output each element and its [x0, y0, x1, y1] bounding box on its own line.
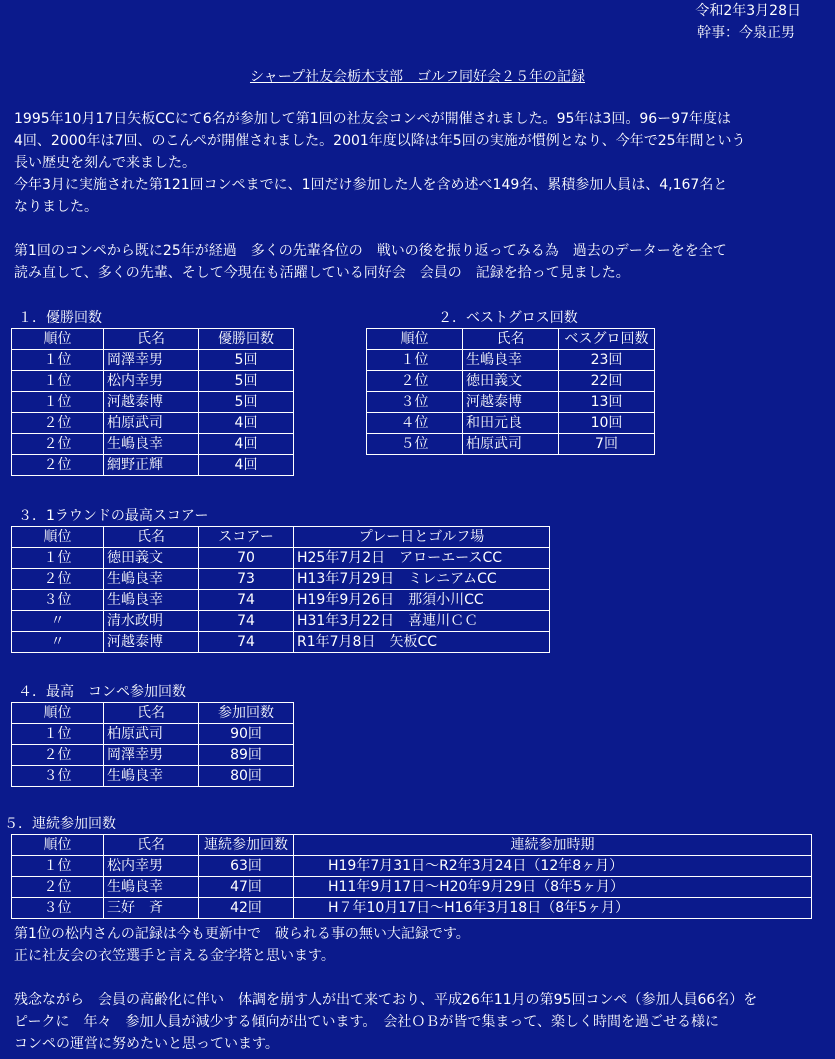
table-row [12, 877, 812, 898]
rank-cell: １位 [12, 548, 104, 569]
count-cell: 22回 [559, 371, 655, 392]
table-row [12, 392, 294, 413]
count-cell: 47回 [199, 877, 294, 898]
period-cell: H７年10月17日～H16年3月18日（8年5ヶ月） [294, 898, 812, 919]
best-score-table [11, 526, 550, 653]
closing-line: 残念ながら 会員の高齢化に伴い 体調を崩す人が出て来ており、平成26年11月の第95回コンペ（参加人員66名）を [14, 992, 758, 1008]
date-course-cell: H31年3月22日 喜連川ＣＣ [294, 611, 550, 632]
name-cell: 清水政明 [104, 611, 199, 632]
column-header: プレー日とゴルフ場 [294, 527, 550, 548]
intro-paragraph-2 [14, 240, 824, 284]
score-cell: 74 [199, 632, 294, 653]
table-row [12, 590, 550, 611]
column-header: 氏名 [104, 703, 199, 724]
name-cell: 柏原武司 [463, 434, 559, 455]
name-cell: 生嶋良幸 [463, 350, 559, 371]
column-header: 順位 [12, 329, 104, 350]
rank-cell: ３位 [12, 590, 104, 611]
period-cell: H11年9月17日～H20年9月29日（8年5ヶ月） [294, 877, 812, 898]
intro-line: 長い歴史を刻んで来ました。 [14, 155, 196, 171]
column-header: 参加回数 [199, 703, 294, 724]
intro2-line: 第1回のコンペから既に25年が経過 多くの先輩各位の 戦いの後を振り返ってみる為 過去のデーターをを全て [14, 243, 727, 259]
rank-cell: ２位 [367, 371, 463, 392]
name-cell: 松内幸男 [104, 371, 199, 392]
rank-cell: ２位 [12, 745, 104, 766]
document-date: 令和2年3月28日 [695, 3, 801, 19]
intro-line: 4回、2000年は7回、のこんぺが開催されました。2001年度以降は年5回の実施が慣例となり、今年で25年間という [14, 133, 746, 149]
count-cell: 63回 [199, 856, 294, 877]
table-row [12, 611, 550, 632]
table-header-row [12, 703, 294, 724]
column-header: ベスグロ回数 [559, 329, 655, 350]
period-cell: H19年7月31日～R2年3月24日（12年8ヶ月） [294, 856, 812, 877]
table-row [12, 455, 294, 476]
closing-line: コンペの運営に努めたいと思っています。 [14, 1036, 279, 1052]
rank-cell: １位 [367, 350, 463, 371]
intro-line: なりました。 [14, 199, 98, 215]
rank-cell: ２位 [12, 455, 104, 476]
name-cell: 河越泰博 [104, 632, 199, 653]
rank-cell: 〃 [12, 632, 104, 653]
date-course-cell: R1年7月8日 矢板CC [294, 632, 550, 653]
count-cell: 7回 [559, 434, 655, 455]
section1-heading: １．優勝回数 [18, 310, 102, 326]
closing-paragraph [14, 989, 824, 1055]
rank-cell: １位 [12, 392, 104, 413]
column-header: 氏名 [104, 835, 199, 856]
rank-cell: ２位 [12, 877, 104, 898]
name-cell: 生嶋良幸 [104, 434, 199, 455]
rank-cell: １位 [12, 350, 104, 371]
table-row [12, 413, 294, 434]
table-row [367, 413, 655, 434]
table-row [367, 392, 655, 413]
name-cell: 柏原武司 [104, 413, 199, 434]
score-cell: 74 [199, 611, 294, 632]
name-cell: 柏原武司 [104, 724, 199, 745]
wins-table [11, 328, 294, 476]
rank-cell: ２位 [12, 434, 104, 455]
column-header: 氏名 [104, 527, 199, 548]
document-title: シャープ社友会栃木支部 ゴルフ同好会２５年の記録 [249, 69, 586, 85]
note-paragraph [14, 923, 824, 967]
note-line: 正に社友会の衣笠選手と言える金字塔と思います。 [14, 948, 335, 964]
rank-cell: ３位 [12, 766, 104, 787]
intro-line: 1995年10月17日矢板CCにて6名が参加して第1回の社友会コンペが開催されました。95年は3回。96ー97年度は [14, 111, 731, 127]
name-cell: 徳田義文 [104, 548, 199, 569]
rank-cell: ３位 [367, 392, 463, 413]
score-cell: 73 [199, 569, 294, 590]
rank-cell: ２位 [12, 413, 104, 434]
rank-cell: １位 [12, 724, 104, 745]
rank-cell: ２位 [12, 569, 104, 590]
name-cell: 網野正輝 [104, 455, 199, 476]
count-cell: 42回 [199, 898, 294, 919]
rank-cell: １位 [12, 856, 104, 877]
date-course-cell: H25年7月2日 アローエースCC [294, 548, 550, 569]
table-row [367, 434, 655, 455]
table-header-row [367, 329, 655, 350]
participation-table [11, 702, 294, 787]
table-row [12, 569, 550, 590]
name-cell: 和田元良 [463, 413, 559, 434]
streak-table [11, 834, 812, 919]
date-course-cell: H19年9月26日 那須小川CC [294, 590, 550, 611]
section3-heading: ３．1ラウンドの最高スコアー [18, 508, 209, 524]
name-cell: 徳田義文 [463, 371, 559, 392]
section4-heading: ４．最高 コンペ参加回数 [18, 684, 186, 700]
count-cell: 80回 [199, 766, 294, 787]
count-cell: 5回 [199, 392, 294, 413]
column-header: スコアー [199, 527, 294, 548]
date-course-cell: H13年7月29日 ミレニアムCC [294, 569, 550, 590]
count-cell: 5回 [199, 350, 294, 371]
column-header: 順位 [12, 835, 104, 856]
count-cell: 4回 [199, 455, 294, 476]
table-row [12, 371, 294, 392]
table-row [12, 632, 550, 653]
count-cell: 13回 [559, 392, 655, 413]
column-header: 氏名 [104, 329, 199, 350]
count-cell: 10回 [559, 413, 655, 434]
table-row [367, 371, 655, 392]
count-cell: 90回 [199, 724, 294, 745]
name-cell: 生嶋良幸 [104, 877, 199, 898]
name-cell: 三好 斉 [104, 898, 199, 919]
rank-cell: １位 [12, 371, 104, 392]
table-header-row [12, 329, 294, 350]
table-row [12, 856, 812, 877]
column-header: 連続参加時期 [294, 835, 812, 856]
table-row [12, 898, 812, 919]
rank-cell: ５位 [367, 434, 463, 455]
name-cell: 岡澤幸男 [104, 745, 199, 766]
column-header: 連続参加回数 [199, 835, 294, 856]
column-header: 氏名 [463, 329, 559, 350]
column-header: 順位 [367, 329, 463, 350]
rank-cell: ３位 [12, 898, 104, 919]
table-row [12, 548, 550, 569]
section2-heading: ２．ベストグロス回数 [438, 310, 578, 326]
count-cell: 4回 [199, 413, 294, 434]
table-header-row [12, 527, 550, 548]
count-cell: 89回 [199, 745, 294, 766]
name-cell: 松内幸男 [104, 856, 199, 877]
table-row [12, 745, 294, 766]
column-header: 順位 [12, 527, 104, 548]
name-cell: 生嶋良幸 [104, 766, 199, 787]
name-cell: 生嶋良幸 [104, 590, 199, 611]
best-gross-table [366, 328, 655, 455]
closing-line: ピークに 年々 参加人員が減少する傾向が出ています。 会社ＯＢが皆で集まって、楽しく時間を過ごせる様に [14, 1014, 720, 1030]
table-row [12, 766, 294, 787]
name-cell: 生嶋良幸 [104, 569, 199, 590]
name-cell: 河越泰博 [463, 392, 559, 413]
table-row [12, 350, 294, 371]
table-header-row [12, 835, 812, 856]
count-cell: 4回 [199, 434, 294, 455]
intro2-line: 読み直して、多くの先輩、そして今現在も活躍している同好会 会員の 記録を拾って見ました。 [14, 265, 630, 281]
note-line: 第1位の松内さんの記録は今も更新中で 破られる事の無い大記録です。 [14, 926, 470, 942]
intro-paragraph [14, 108, 824, 218]
section5-heading: ５．連続参加回数 [4, 816, 116, 832]
rank-cell: 〃 [12, 611, 104, 632]
score-cell: 70 [199, 548, 294, 569]
intro-line: 今年3月に実施された第121回コンペまでに、1回だけ参加した人を含め述べ149名、累積参加人員は、4,167名と [14, 177, 728, 193]
rank-cell: ４位 [367, 413, 463, 434]
name-cell: 河越泰博 [104, 392, 199, 413]
document-author: 幹事：今泉正男 [697, 25, 795, 41]
column-header: 優勝回数 [199, 329, 294, 350]
table-row [12, 724, 294, 745]
table-row [367, 350, 655, 371]
count-cell: 5回 [199, 371, 294, 392]
score-cell: 74 [199, 590, 294, 611]
count-cell: 23回 [559, 350, 655, 371]
name-cell: 岡澤幸男 [104, 350, 199, 371]
column-header: 順位 [12, 703, 104, 724]
table-row [12, 434, 294, 455]
